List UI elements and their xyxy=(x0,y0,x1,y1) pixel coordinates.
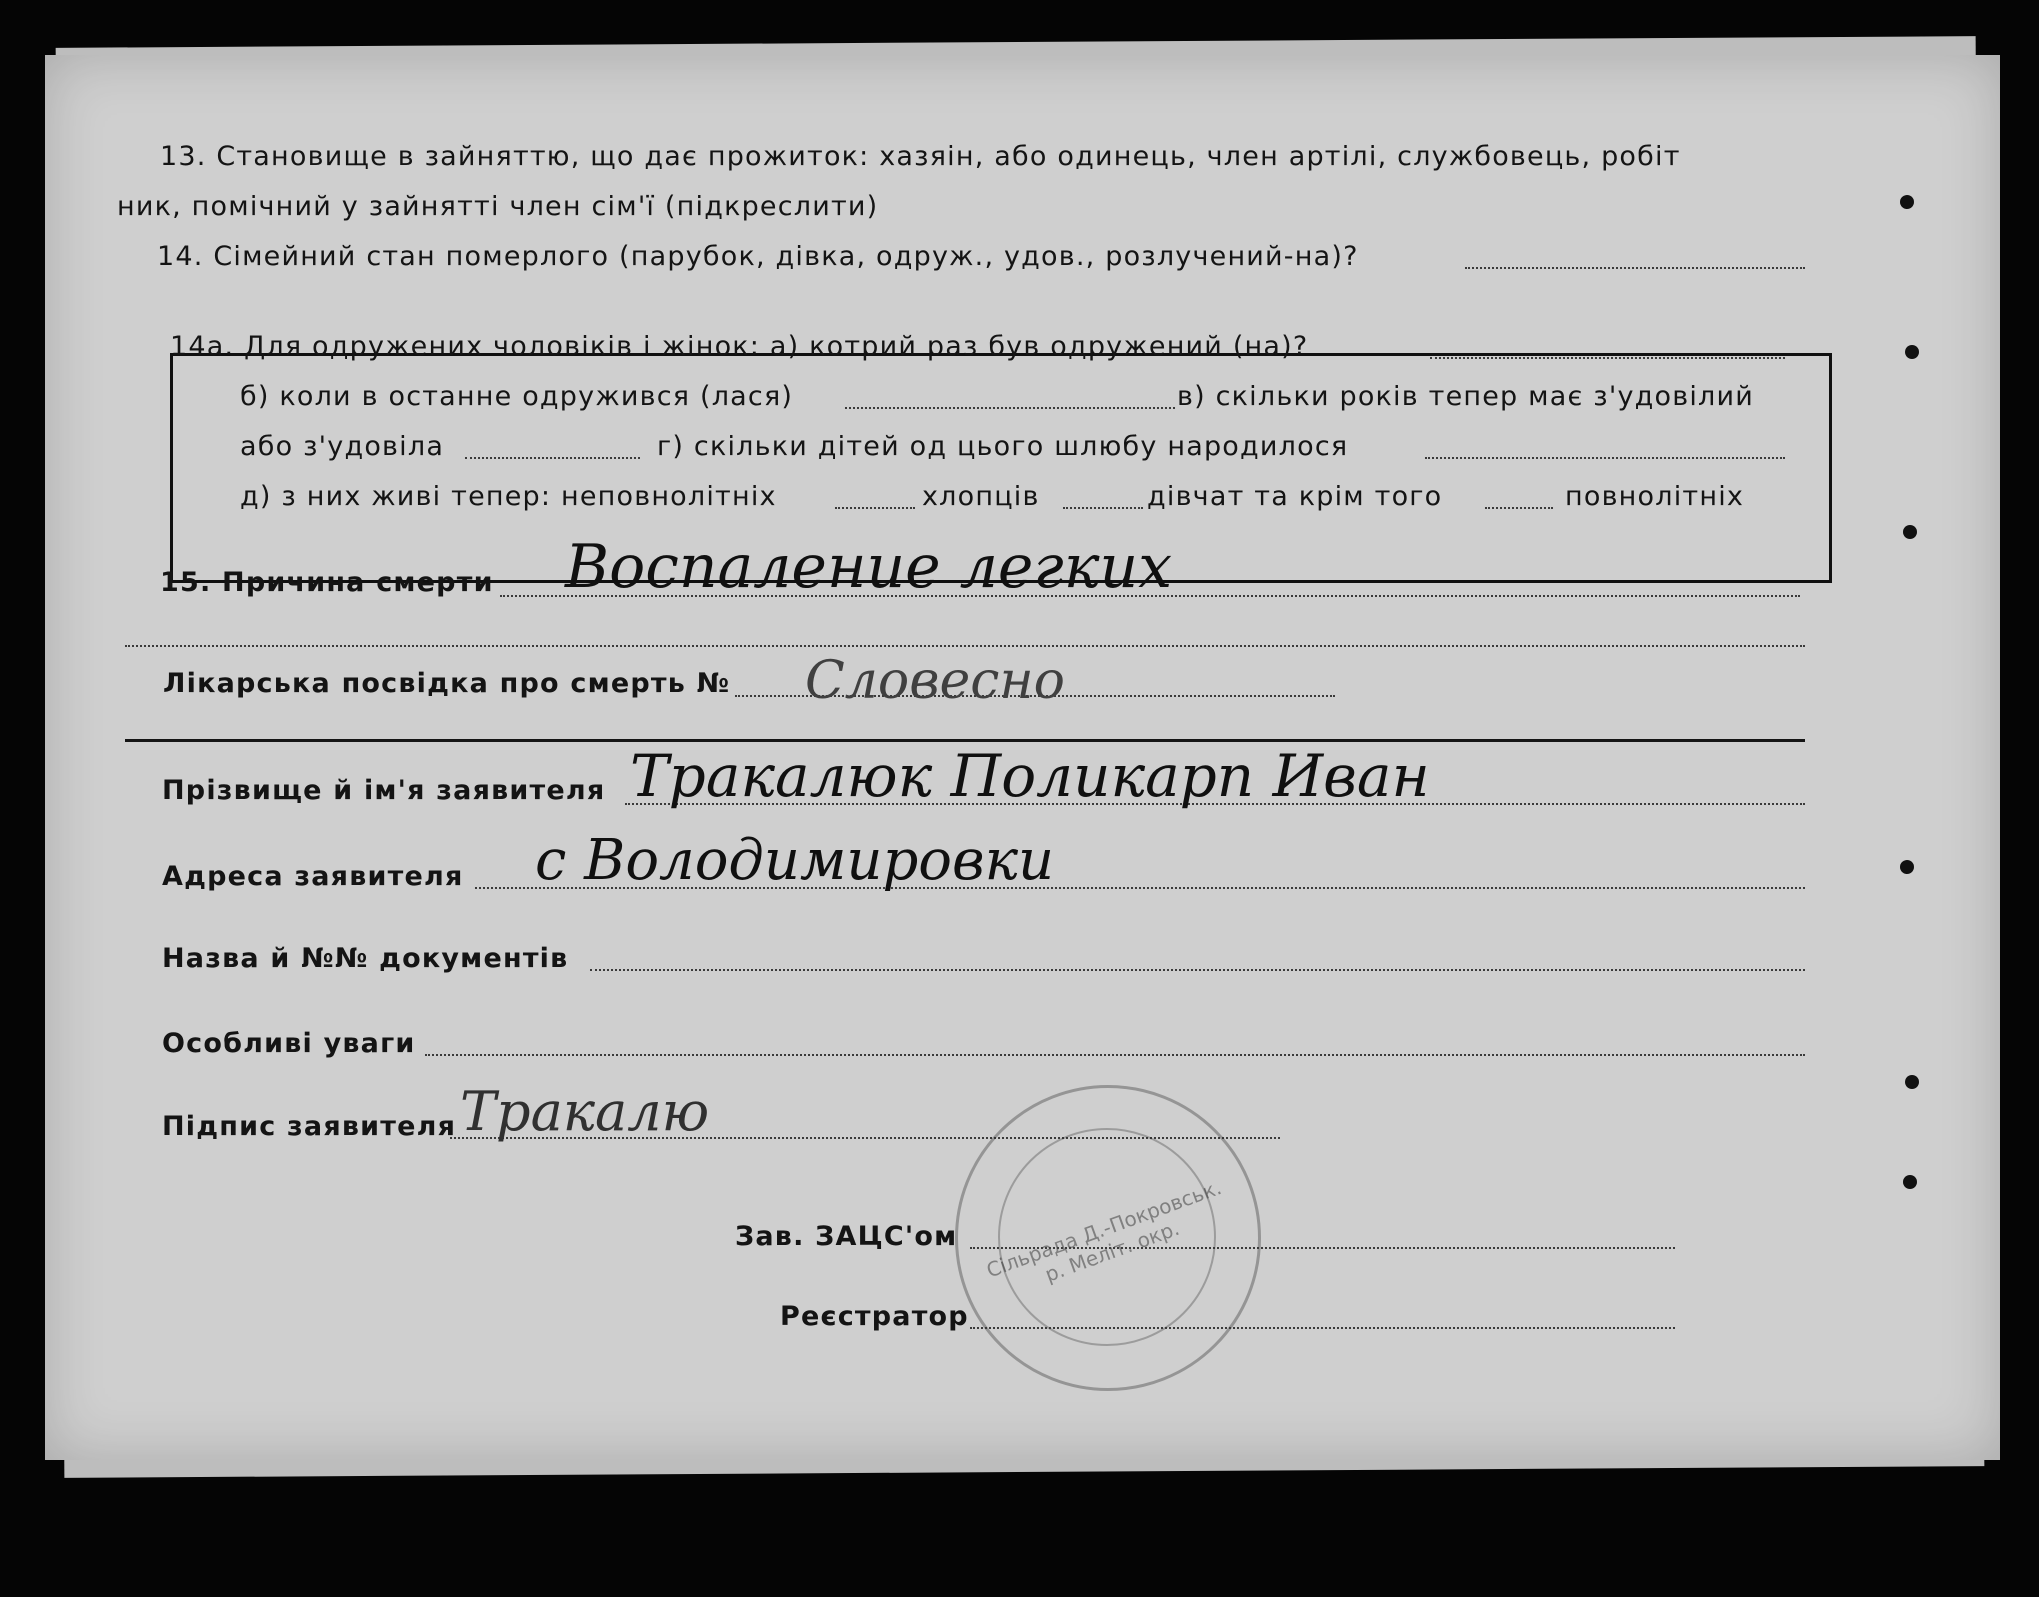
q14a-abo-line xyxy=(465,457,640,459)
form-sheet xyxy=(45,55,2000,1460)
q14a-g-line xyxy=(1425,457,1785,459)
q14a-a-line xyxy=(1430,357,1785,359)
punch-hole xyxy=(1903,1175,1917,1189)
q14a-boys-label: хлопців xyxy=(922,481,1040,512)
punch-hole xyxy=(1905,345,1919,359)
q14a-b-line xyxy=(845,407,1175,409)
head-signature-line xyxy=(970,1247,1675,1249)
applicant-address-handwritten: с Володимировки xyxy=(535,828,1055,893)
q13-line1: 13. Становище в зайняттю, що дає прожиток: хазяін, або одинець, член артілі, службовець, робіт xyxy=(160,141,1681,172)
remarks-label: Особливі уваги xyxy=(162,1028,416,1059)
q14a-adult-label: повнолітніх xyxy=(1565,481,1745,512)
q14a-g-label: г) скільки дітей од цього шлюбу народилося xyxy=(657,431,1349,462)
cause-of-death-handwritten: Воспаление легких xyxy=(565,532,1173,602)
cause-of-death-line2 xyxy=(125,645,1805,647)
cause-of-death-label: 15. Причина смерти xyxy=(160,567,494,598)
q13-line2: ник, помічний у зайнятті член сім'ї (підкреслити) xyxy=(117,191,879,222)
q14a-d-line xyxy=(835,507,915,509)
q14-answer-line xyxy=(1465,267,1805,269)
q14a-d-label: д) з них живі тепер: неповнолітніх xyxy=(240,481,777,512)
applicant-name-label: Прізвище й ім'я заявителя xyxy=(162,775,606,806)
registrar-signature-line xyxy=(970,1327,1675,1329)
remarks-line xyxy=(425,1054,1805,1056)
head-label: Зав. ЗАЦС'ом xyxy=(735,1221,958,1252)
q14a-abo-label: або з'удовіла xyxy=(240,431,445,462)
q14a-line1: 14а. Для одружених чоловіків і жінок: а) котрий раз був одружений (на)? xyxy=(170,331,1309,362)
registrar-label: Реєстратор xyxy=(780,1301,969,1332)
punch-hole xyxy=(1900,860,1914,874)
punch-hole xyxy=(1900,195,1914,209)
signature-label: Підпис заявителя xyxy=(162,1111,457,1142)
applicant-signature: Тракалю xyxy=(460,1080,710,1143)
applicant-name-handwritten: Тракалюк Поликарп Иван xyxy=(630,742,1430,810)
documents-label: Назва й №№ документів xyxy=(162,943,569,974)
q14a-girls-line xyxy=(1485,507,1553,509)
stamp-text: Сільрада Д.-Покровськ. р. Меліт. окр. xyxy=(983,1175,1225,1287)
q14a-b-label: б) коли в останне одружився (лася) xyxy=(240,381,794,412)
q14a-girls-label: дівчат та крім того xyxy=(1147,481,1443,512)
punch-hole xyxy=(1903,525,1917,539)
q14a-v-label: в) скільки років тепер має з'удовілий xyxy=(1177,381,1755,412)
applicant-address-label: Адреса заявителя xyxy=(162,861,464,892)
punch-hole xyxy=(1905,1075,1919,1089)
q14a-boys-line xyxy=(1063,507,1143,509)
official-stamp xyxy=(955,1085,1261,1391)
certificate-label: Лікарська посвідка про смерть № xyxy=(163,668,731,699)
q14-label: 14. Сімейний стан померлого (парубок, дівка, одруж., удов., розлучений-на)? xyxy=(157,241,1359,272)
certificate-handwritten: Словесно xyxy=(805,651,1065,711)
documents-line xyxy=(590,969,1805,971)
